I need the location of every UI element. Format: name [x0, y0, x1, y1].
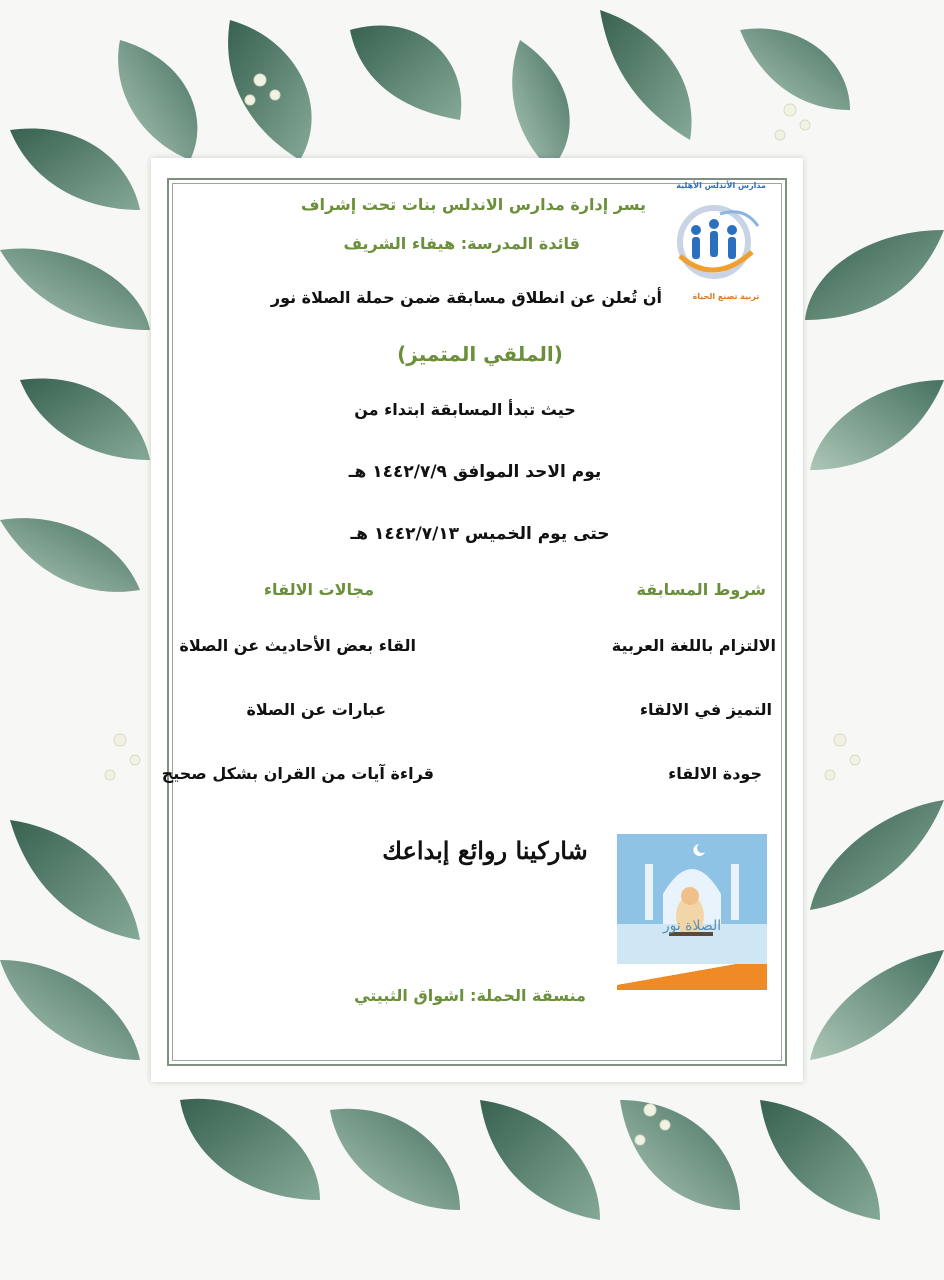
page-title: (الملقي المتميز) [397, 342, 563, 366]
schedule-intro: حيث تبدأ المسابقة ابتداء من [354, 400, 576, 419]
poster-orange-band [617, 964, 767, 990]
condition-item: جودة الالقاء [668, 764, 762, 783]
field-item: قراءة آيات من القران بشكل صحيح [161, 764, 434, 783]
campaign-poster [617, 834, 767, 990]
school-logo [660, 186, 768, 294]
header-line-3: أن تُعلن عن انطلاق مسابقة ضمن حملة الصلاة نور [270, 288, 662, 307]
conditions-heading: شروط المسابقة [636, 580, 766, 599]
field-item: القاء بعض الأحاديث عن الصلاة [179, 636, 416, 655]
coordinator: منسقة الحملة: اشواق الثبيتي [354, 986, 586, 1005]
poster-caption: الصلاة نور [662, 918, 722, 934]
slogan: شاركينا روائع إبداعك [382, 836, 588, 865]
schedule-end: حتى يوم الخميس ١٤٤٢/٧/١٣ هـ [350, 524, 610, 544]
header-line-2: قائدة المدرسة: هيفاء الشريف [343, 234, 580, 253]
condition-item: التميز في الالقاء [639, 700, 772, 719]
condition-item: الالتزام باللغة العربية [611, 636, 776, 655]
field-item: عبارات عن الصلاة [246, 700, 386, 719]
logo-name: مدارس الأندلس الأهلية [676, 181, 766, 190]
header-line-1: يسر إدارة مدارس الاندلس بنات تحت إشراف [300, 195, 646, 214]
schedule-start: يوم الاحد الموافق ١٤٤٢/٧/٩ هـ [348, 462, 602, 482]
logo-tagline: تربية تصنع الحياة [692, 292, 760, 301]
fields-heading: مجالات الالقاء [263, 580, 374, 599]
